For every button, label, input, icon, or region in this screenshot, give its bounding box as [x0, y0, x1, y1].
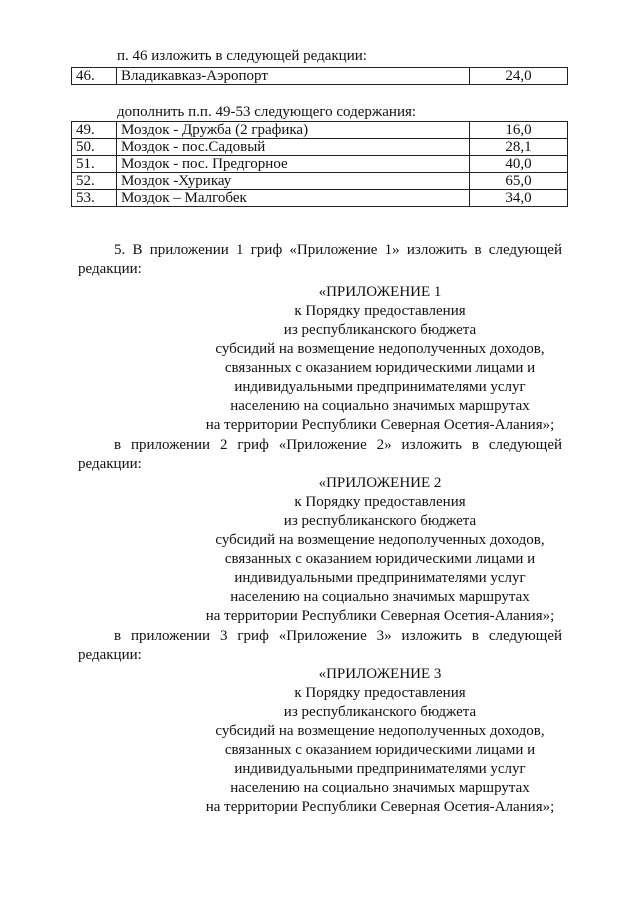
- grif-appendix-2: [190, 474, 570, 626]
- intro-item-46: п. 46 изложить в следующей редакции:: [117, 48, 367, 64]
- paragraph-text-continued: редакции:: [78, 647, 142, 663]
- grif-line: к Порядку предоставления: [294, 303, 466, 319]
- grif-title: «ПРИЛОЖЕНИЕ 1: [318, 284, 442, 300]
- route-name: Моздок -Хурикау: [117, 173, 470, 190]
- grif-line: связанных с оказанием юридическими лицами и: [224, 551, 536, 567]
- grif-line: на территории Республики Северная Осетия-Алания»;: [205, 608, 555, 624]
- row-number: 46.: [72, 68, 117, 85]
- route-value: 40,0: [470, 156, 568, 173]
- grif-line: субсидий на возмещение недополученных доходов,: [215, 532, 545, 548]
- route-name: Моздок - пос. Предгорное: [117, 156, 470, 173]
- grif-line: связанных с оказанием юридическими лицами и: [224, 360, 536, 376]
- paragraph-text: 5. В приложении 1 гриф «Приложение 1» изложить в следующей: [114, 242, 562, 258]
- paragraph-appendix-2: [78, 436, 562, 474]
- paragraph-text: в приложении 3 гриф «Приложение 3» изложить в следующей: [114, 628, 562, 644]
- row-number: 49.: [72, 122, 117, 139]
- grif-line: связанных с оказанием юридическими лицами и: [224, 742, 536, 758]
- paragraph-text-continued: редакции:: [78, 261, 142, 277]
- grif-line: индивидуальными предпринимателями услуг: [234, 570, 526, 586]
- grif-line: населению на социально значимых маршрутах: [230, 398, 530, 414]
- grif-line: индивидуальными предпринимателями услуг: [234, 761, 526, 777]
- row-number: 50.: [72, 139, 117, 156]
- paragraph-appendix-3: [78, 627, 562, 665]
- route-table-49-53: [71, 121, 568, 207]
- grif-appendix-1: [190, 283, 570, 435]
- route-table-46: [71, 67, 568, 85]
- route-value: 65,0: [470, 173, 568, 190]
- grif-title: «ПРИЛОЖЕНИЕ 3: [318, 666, 442, 682]
- grif-line: населению на социально значимых маршрутах: [230, 589, 530, 605]
- row-number: 51.: [72, 156, 117, 173]
- route-name: Моздок - Дружба (2 графика): [117, 122, 470, 139]
- route-value: 16,0: [470, 122, 568, 139]
- grif-title: «ПРИЛОЖЕНИЕ 2: [318, 475, 442, 491]
- route-value: 24,0: [470, 68, 568, 85]
- grif-line: из республиканского бюджета: [283, 704, 477, 720]
- route-name: Моздок – Малгобек: [117, 190, 470, 207]
- row-number: 53.: [72, 190, 117, 207]
- route-name: Владикавказ-Аэропорт: [117, 68, 470, 85]
- table-row: [72, 68, 568, 85]
- route-value: 34,0: [470, 190, 568, 207]
- paragraph-text-continued: редакции:: [78, 456, 142, 472]
- grif-line: субсидий на возмещение недополученных доходов,: [215, 341, 545, 357]
- paragraph-text: в приложении 2 гриф «Приложение 2» изложить в следующей: [114, 437, 562, 453]
- route-value: 28,1: [470, 139, 568, 156]
- row-number: 52.: [72, 173, 117, 190]
- route-name: Моздок - пос.Садовый: [117, 139, 470, 156]
- grif-line: на территории Республики Северная Осетия-Алания»;: [205, 799, 555, 815]
- grif-line: на территории Республики Северная Осетия-Алания»;: [205, 417, 555, 433]
- grif-line: к Порядку предоставления: [294, 685, 466, 701]
- grif-line: населению на социально значимых маршрутах: [230, 780, 530, 796]
- table-row: [72, 156, 568, 173]
- grif-line: индивидуальными предпринимателями услуг: [234, 379, 526, 395]
- table-row: [72, 173, 568, 190]
- table-row: [72, 190, 568, 207]
- table-row: [72, 139, 568, 156]
- grif-line: субсидий на возмещение недополученных доходов,: [215, 723, 545, 739]
- grif-line: к Порядку предоставления: [294, 494, 466, 510]
- paragraph-appendix-1: [78, 241, 562, 279]
- grif-line: из республиканского бюджета: [283, 322, 477, 338]
- intro-items-49-53: дополнить п.п. 49-53 следующего содержания:: [117, 104, 417, 120]
- grif-line: из республиканского бюджета: [283, 513, 477, 529]
- table-row: [72, 122, 568, 139]
- grif-appendix-3: [190, 665, 570, 817]
